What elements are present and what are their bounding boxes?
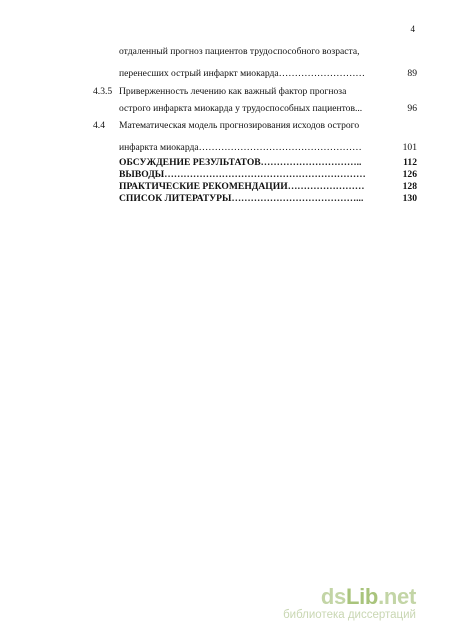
- toc-section-number: 4.4: [93, 120, 105, 131]
- dslib-logo: [283, 586, 416, 608]
- toc-page-number: 128: [402, 181, 417, 192]
- toc-entry-text: ВЫВОДЫ………………………………………………………: [119, 169, 366, 180]
- toc-page-number: 89: [407, 68, 417, 79]
- toc-entry-text: Математическая модель прогнозирования исходов острого: [119, 120, 360, 131]
- toc-page-number: 130: [402, 193, 417, 204]
- toc-entry-text: отдаленный прогноз пациентов трудоспособного возраста,: [119, 46, 360, 57]
- toc-entry-text: перенесших острый инфаркт миокарда………………………: [119, 68, 366, 79]
- toc-section-number: 4.3.5: [93, 86, 113, 97]
- toc-entry-text: Приверженность лечению как важный фактор прогноза: [119, 86, 347, 97]
- dslib-watermark[interactable]: [283, 586, 416, 621]
- toc-page-number: 101: [402, 142, 417, 153]
- toc-page-number: 112: [403, 157, 417, 168]
- toc-entry-text: инфаркта миокарда……………………………………………: [119, 142, 362, 153]
- watermark-subtitle: библиотека диссертаций: [283, 609, 416, 621]
- logo-lib-text: Lib: [345, 584, 379, 609]
- toc-entry-text: ПРАКТИЧЕСКИЕ РЕКОМЕНДАЦИИ……………………: [119, 181, 365, 192]
- logo-net-text: .net: [378, 584, 416, 609]
- toc-entry-text: острого инфаркта миокарда у трудоспособных пациентов...: [119, 103, 363, 114]
- toc-entry-text: ОБСУЖДЕНИЕ РЕЗУЛЬТАТОВ…………………………..: [119, 157, 362, 168]
- logo-ds-text: ds: [320, 584, 346, 609]
- page-number: 4: [410, 24, 415, 34]
- toc-page-number: 126: [402, 169, 417, 180]
- toc-entry-text: СПИСОК ЛИТЕРАТУРЫ…………………………………...: [119, 193, 364, 204]
- toc-page-number: 96: [407, 103, 417, 114]
